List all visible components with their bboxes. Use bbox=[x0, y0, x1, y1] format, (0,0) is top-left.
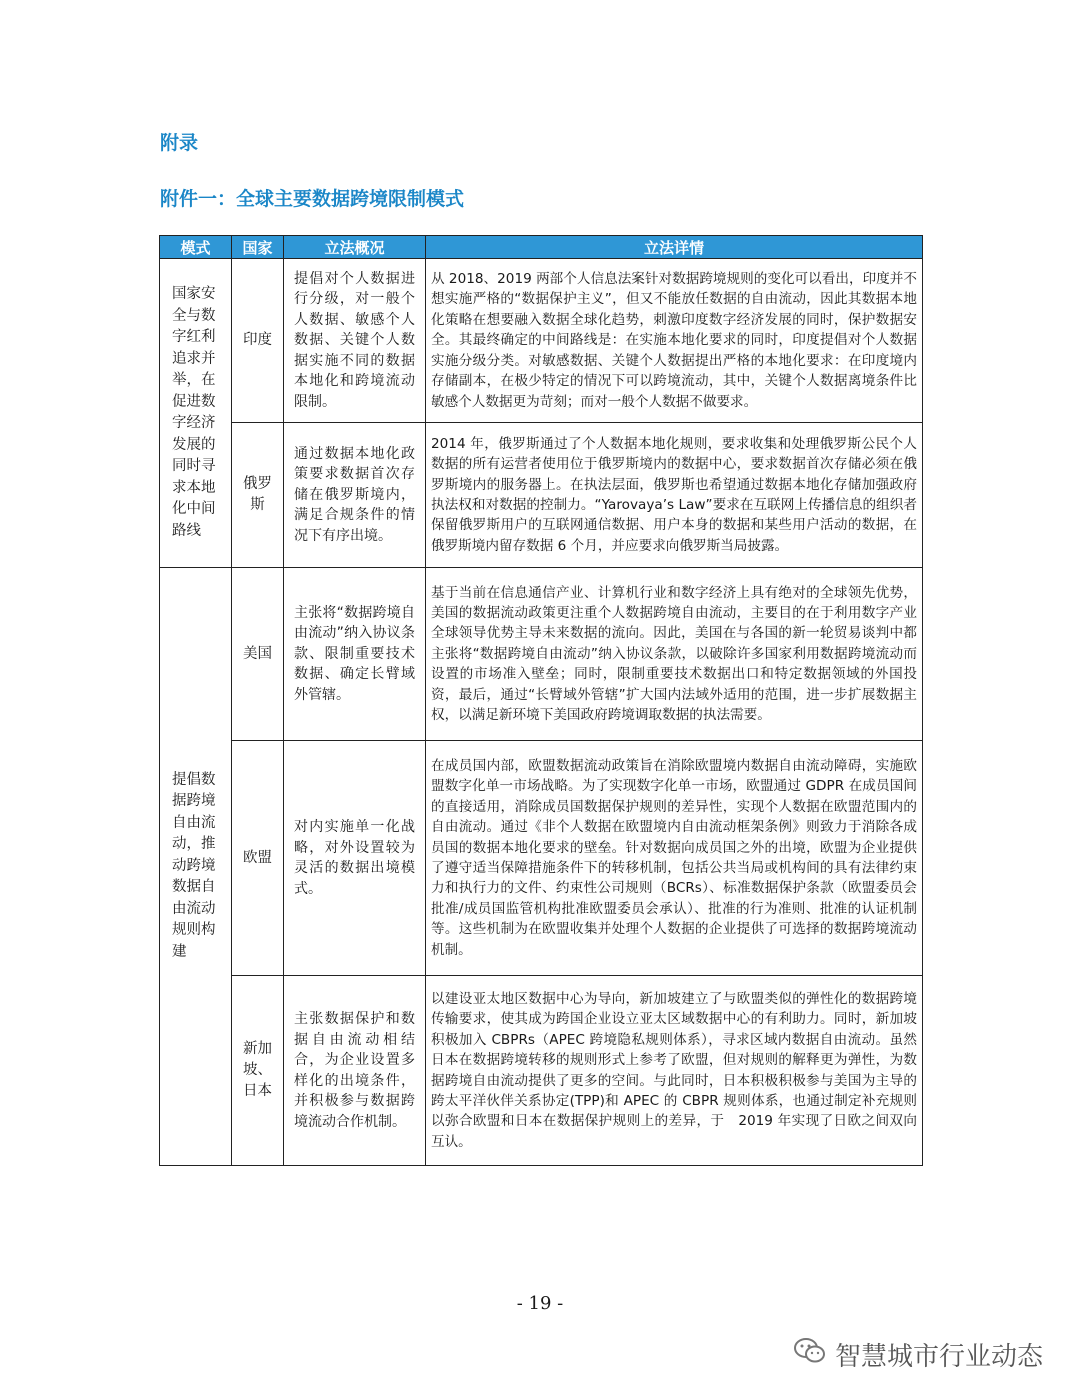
table-row bbox=[160, 259, 923, 423]
table-row bbox=[160, 423, 923, 568]
country-cell: 印度 bbox=[232, 259, 284, 423]
header-country: 国家 bbox=[232, 236, 284, 259]
table-header-row bbox=[160, 236, 923, 259]
overview-cell: 对内实施单一化战略，对外设置较为灵活的数据出境模式。 bbox=[284, 741, 426, 976]
country-cell: 美国 bbox=[232, 568, 284, 741]
table-title: 附件一：全球主要数据跨境限制模式 bbox=[160, 188, 465, 210]
table-row bbox=[160, 741, 923, 976]
header-overview: 立法概况 bbox=[284, 236, 426, 259]
country-cell: 俄罗斯 bbox=[232, 423, 284, 568]
watermark bbox=[793, 1336, 1043, 1373]
detail-cell: 以建设亚太地区数据中心为导向，新加坡建立了与欧盟类似的弹性化的数据跨境传输要求，使其成为跨国企业设立亚太区域数据中心的有利助力。同时，新加坡积极加入 CBPRs（APEC 跨境隐私规则体系），寻求区域内数据自由流动。虽然日本在数据跨境转移的规则形式上参考了欧盟，但对规则的解释更为弹性，为数据跨境自由流动提供了更多的空间。与此同时，日本积极积极参与美国为主导的跨太平洋伙伴关系协定(TPP)和 APEC 的 CBPR 规则体系，也通过制定补充规则以弥合欧盟和日本在数据保护规则上的差异，于 2019 年实现了日欧之间双向互认。 bbox=[426, 976, 923, 1166]
detail-cell: 从 2018、2019 两部个人信息法案针对数据跨境规则的变化可以看出，印度并不想实施严格的“数据保护主义”，但又不能放任数据的自由流动，因此其数据本地化策略在想要融入数据全球化趋势，刺激印度数字经济发展的同时，保护数据安全。其最终确定的中间路线是：在实施本地化要求的同时，印度提倡对个人数据实施分级分类。对敏感数据、关键个人数据提出严格的本地化要求：在印度境内存储副本，在极少特定的情况下可以跨境流动，其中，关键个人数据离境条件比敏感个人数据更为苛刻；而对一般个人数据不做要求。 bbox=[426, 259, 923, 423]
mode-cell: 国家安全与数字红利追求并举，在促进数字经济发展的同时寻求本地化中间路线 bbox=[160, 259, 232, 568]
mode-cell: 提倡数据跨境自由流动，推动跨境数据自由流动规则构建 bbox=[160, 568, 232, 1166]
watermark-text: 智慧城市行业动态 bbox=[835, 1342, 1044, 1372]
table-row bbox=[160, 568, 923, 741]
detail-cell: 2014 年，俄罗斯通过了个人数据本地化规则，要求收集和处理俄罗斯公民个人数据的所有运营者使用位于俄罗斯境内的数据中心，要求数据首次存储必须在俄罗斯境内的服务器上。在执法层面，俄罗斯也希望通过数据本地化存储加强政府执法权和对数据的控制力。“Yarovaya’s Law”要求在互联网上传播信息的组织者保留俄罗斯用户的互联网通信数据、用户本身的数据和某些用户活动的数据，在俄罗斯境内留存数据 6 个月，并应要求向俄罗斯当局披露。 bbox=[426, 423, 923, 568]
overview-cell: 通过数据本地化政策要求数据首次存储在俄罗斯境内，满足合规条件的情况下有序出境。 bbox=[284, 423, 426, 568]
detail-cell: 在成员国内部，欧盟数据流动政策旨在消除欧盟境内数据自由流动障碍，实施欧盟数字化单一市场战略。为了实现数字化单一市场，欧盟通过 GDPR 在成员国间的直接适用，消除成员国数据保护规则的差异性，实现个人数据在欧盟范围内的自由流动。通过《非个人数据在欧盟境内自由流动框架条例》则致力于消除各成员国的数据本地化要求的壁垒。针对数据向成员国之外的出境，欧盟为企业提供了遵守适当保障措施条件下的转移机制，包括公共当局或机构间的具有法律约束力和执行力的文件、约束性公司规则（BCRs）、标准数据保护条款（欧盟委员会批准/成员国监管机构批准欧盟委员会承认）、批准的行为准则、批准的认证机制等。这些机制为在欧盟收集并处理个人数据的企业提供了可选择的数据跨境流动机制。 bbox=[426, 741, 923, 976]
detail-cell: 基于当前在信息通信产业、计算机行业和数字经济上具有绝对的全球领先优势，美国的数据流动政策更注重个人数据跨境自由流动，主要目的在于利用数字产业全球领导优势主导未来数据的流向。因此，美国在与各国的新一轮贸易谈判中都主张将“数据跨境自由流动”纳入协议条款，以破除许多国家利用数据跨境流动而设置的市场准入壁垒；同时，限制重要技术数据出口和特定数据领域的外国投资，最后，通过“长臂域外管辖”扩大国内法域外适用的范围，进一步扩展数据主权，以满足新环境下美国政府跨境调取数据的执法需要。 bbox=[426, 568, 923, 741]
table-row bbox=[160, 976, 923, 1166]
overview-cell: 主张数据保护和数据自由流动相结合，为企业设置多样化的出境条件，并积极参与数据跨境流动合作机制。 bbox=[284, 976, 426, 1166]
section-title: 附录 bbox=[160, 132, 199, 154]
header-detail: 立法详情 bbox=[426, 236, 923, 259]
overview-cell: 提倡对个人数据进行分级，对一般个人数据、敏感个人数据、关键个人数据实施不同的数据本地化和跨境流动限制。 bbox=[284, 259, 426, 423]
country-cell: 欧盟 bbox=[232, 741, 284, 976]
country-cell: 新加坡、日本 bbox=[232, 976, 284, 1166]
page-number: - 19 - bbox=[516, 1293, 564, 1314]
header-mode: 模式 bbox=[160, 236, 232, 259]
wechat-icon bbox=[793, 1336, 835, 1373]
data-restriction-table bbox=[159, 235, 923, 1166]
overview-cell: 主张将“数据跨境自由流动”纳入协议条款、限制重要技术数据、确定长臂域外管辖。 bbox=[284, 568, 426, 741]
